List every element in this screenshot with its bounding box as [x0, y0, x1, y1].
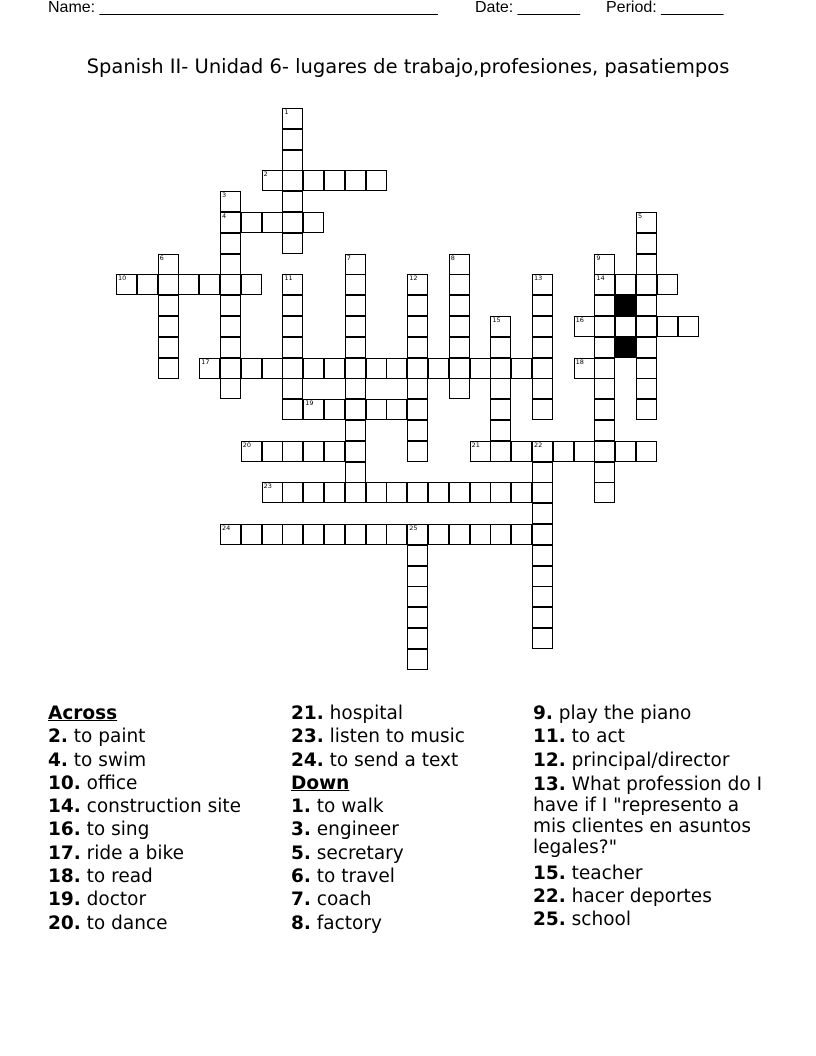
page-title: Spanish II- Unidad 6- lugares de trabajo,profesiones, pasatiempos	[86, 55, 730, 78]
crossword-cell[interactable]	[303, 524, 324, 545]
crossword-cell[interactable]	[158, 358, 179, 379]
crossword-cell[interactable]	[220, 233, 241, 254]
crossword-cell[interactable]	[407, 316, 428, 337]
crossword-cell[interactable]	[678, 316, 699, 337]
clue-text: to act	[565, 726, 625, 748]
clue-text: to travel	[310, 866, 395, 888]
clue-number: 21.	[291, 703, 324, 724]
clue-item	[48, 842, 241, 865]
clue-number-label: 19	[305, 399, 314, 408]
crossword-cell[interactable]	[532, 566, 553, 587]
clue-text: secretary	[310, 842, 404, 864]
crossword-cell[interactable]	[262, 212, 283, 233]
crossword-cell[interactable]	[407, 274, 428, 295]
crossword-cell[interactable]	[324, 482, 345, 503]
clue-number: 10.	[48, 772, 81, 794]
down-heading: Down	[291, 772, 350, 794]
crossword-cell[interactable]	[345, 399, 366, 420]
crossword-cell[interactable]	[636, 441, 657, 462]
clue-item	[48, 749, 241, 772]
clue-number-label: 6	[159, 253, 164, 262]
crossword-cell[interactable]	[407, 399, 428, 420]
clue-number: 7.	[291, 889, 311, 911]
crossword-cell[interactable]	[345, 524, 366, 545]
clue-number-label: 8	[450, 253, 455, 262]
clue-number: 2.	[48, 726, 68, 748]
crossword-cell[interactable]	[262, 358, 283, 379]
crossword-cell[interactable]	[345, 337, 366, 358]
crossword-cell[interactable]	[345, 462, 366, 483]
clue-item	[48, 888, 241, 911]
crossword-cell[interactable]	[282, 358, 303, 379]
crossword-cell[interactable]	[345, 295, 366, 316]
clue-text: hacer deportes	[565, 886, 712, 908]
crossword-cell[interactable]	[636, 295, 657, 316]
blocked-square	[615, 337, 636, 358]
crossword-cell[interactable]	[636, 378, 657, 399]
clue-number-label: 17	[201, 357, 210, 366]
clue-item	[291, 865, 465, 888]
crossword-cell[interactable]	[282, 482, 303, 503]
across-heading: Across	[48, 703, 118, 724]
crossword-cell[interactable]	[407, 420, 428, 441]
crossword-cell[interactable]	[470, 441, 491, 462]
clue-item	[48, 772, 241, 795]
crossword-cell[interactable]	[532, 358, 553, 379]
crossword-cell[interactable]	[532, 545, 553, 566]
crossword-cell[interactable]	[386, 482, 407, 503]
clue-text: coach	[310, 889, 372, 911]
clue-item	[533, 885, 765, 908]
crossword-cell[interactable]	[345, 420, 366, 441]
clue-text: doctor	[80, 889, 147, 911]
crossword-cell[interactable]	[532, 524, 553, 545]
crossword-cell[interactable]	[407, 441, 428, 462]
crossword-cell[interactable]	[345, 274, 366, 295]
crossword-cell[interactable]	[449, 482, 470, 503]
clue-item	[291, 818, 465, 841]
clue-item	[48, 912, 241, 935]
crossword-cell[interactable]	[532, 337, 553, 358]
crossword-cell[interactable]	[282, 337, 303, 358]
clue-number-label: 11	[284, 274, 293, 283]
clue-number-label: 14	[596, 274, 605, 283]
crossword-cell[interactable]	[137, 274, 158, 295]
crossword-cell[interactable]	[262, 441, 283, 462]
date-field-label: Date: _______	[475, 0, 580, 16]
crossword-cell[interactable]	[158, 337, 179, 358]
clue-number: 15.	[533, 862, 566, 884]
clue-item	[48, 795, 241, 818]
clue-number: 13.	[533, 773, 566, 795]
crossword-cell[interactable]	[615, 441, 636, 462]
crossword-cell[interactable]	[345, 358, 366, 379]
clue-number: 25.	[533, 909, 566, 931]
crossword-cell[interactable]	[262, 524, 283, 545]
crossword-cell[interactable]	[407, 628, 428, 649]
crossword-cell[interactable]	[490, 482, 511, 503]
crossword-cell[interactable]	[532, 482, 553, 503]
crossword-cell[interactable]	[303, 399, 324, 420]
clue-number: 16.	[48, 819, 81, 841]
clue-text: listen to music	[323, 726, 465, 748]
crossword-cell[interactable]	[407, 337, 428, 358]
clue-item	[291, 749, 465, 772]
crossword-cell[interactable]	[220, 254, 241, 275]
crossword-cell[interactable]	[574, 316, 595, 337]
crossword-cell[interactable]	[324, 170, 345, 191]
crossword-cell[interactable]	[407, 566, 428, 587]
crossword-cell[interactable]	[470, 524, 491, 545]
clue-number-label: 24	[222, 524, 231, 532]
crossword-cell[interactable]	[282, 399, 303, 420]
crossword-cell[interactable]	[532, 462, 553, 483]
clue-text: to swim	[67, 749, 147, 771]
crossword-cell[interactable]	[407, 649, 428, 670]
clue-number-label: 16	[575, 316, 584, 324]
crossword-cell[interactable]	[553, 441, 574, 462]
clue-item	[533, 725, 765, 748]
clue-number: 24.	[291, 749, 324, 771]
crossword-cell[interactable]	[282, 378, 303, 399]
clue-text: What profession do I have if I "represento a mis clientes en asuntos legales?"	[533, 773, 763, 858]
clue-number-label: 13	[534, 274, 543, 283]
clue-item	[291, 702, 465, 725]
clue-text: to walk	[310, 796, 384, 818]
crossword-cell[interactable]	[532, 586, 553, 607]
clue-item	[533, 749, 765, 772]
clue-text: ride a bike	[80, 842, 184, 864]
crossword-cell[interactable]	[615, 274, 636, 295]
crossword-cell[interactable]	[449, 295, 470, 316]
clue-number: 22.	[533, 886, 566, 908]
crossword-cell[interactable]	[636, 254, 657, 275]
crossword-cell[interactable]	[594, 378, 615, 399]
crossword-cell[interactable]	[532, 628, 553, 649]
clue-text: to dance	[80, 912, 168, 934]
crossword-cell[interactable]	[366, 170, 387, 191]
crossword-cell[interactable]	[324, 524, 345, 545]
crossword-cell[interactable]	[511, 441, 532, 462]
crossword-cell[interactable]	[490, 358, 511, 379]
crossword-cell[interactable]	[532, 503, 553, 524]
clue-number: 6.	[291, 866, 311, 888]
clue-item	[533, 774, 765, 858]
crossword-cell[interactable]	[220, 274, 241, 295]
crossword-cell[interactable]	[158, 295, 179, 316]
crossword-cell[interactable]	[158, 254, 179, 275]
crossword-cell[interactable]	[282, 295, 303, 316]
crossword-cell[interactable]	[199, 274, 220, 295]
clue-item	[291, 888, 465, 911]
crossword-cell[interactable]	[636, 274, 657, 295]
clue-number: 18.	[48, 866, 81, 888]
clue-text: factory	[310, 912, 382, 934]
clue-text: school	[565, 909, 631, 931]
clue-text: engineer	[310, 819, 399, 841]
clue-number: 3.	[291, 819, 311, 841]
clue-number: 17.	[48, 842, 81, 864]
crossword-cell[interactable]	[636, 337, 657, 358]
clue-number: 5.	[291, 842, 311, 864]
clues-column-1	[48, 702, 241, 935]
clue-number: 8.	[291, 912, 311, 934]
crossword-cell[interactable]	[449, 316, 470, 337]
clue-number-label: 15	[492, 316, 501, 324]
crossword-cell[interactable]	[178, 274, 199, 295]
crossword-cell[interactable]	[428, 524, 449, 545]
clue-item	[291, 795, 465, 818]
crossword-cell[interactable]	[511, 482, 532, 503]
crossword-cell[interactable]	[262, 482, 283, 503]
crossword-cell[interactable]	[490, 420, 511, 441]
crossword-cell[interactable]	[490, 378, 511, 399]
crossword-cell[interactable]	[449, 337, 470, 358]
blocked-square	[615, 295, 636, 316]
clue-text: office	[80, 772, 138, 794]
crossword-cell[interactable]	[366, 399, 387, 420]
clue-number-label: 21	[471, 440, 480, 449]
clue-item	[48, 865, 241, 888]
crossword-cell[interactable]	[220, 358, 241, 379]
clue-number: 14.	[48, 796, 81, 818]
crossword-cell[interactable]	[220, 316, 241, 337]
clue-text: principal/director	[565, 749, 730, 771]
crossword-cell[interactable]	[220, 337, 241, 358]
crossword-cell[interactable]	[636, 233, 657, 254]
crossword-cell[interactable]	[490, 524, 511, 545]
crossword-cell[interactable]	[449, 274, 470, 295]
crossword-cell[interactable]	[282, 524, 303, 545]
crossword-cell[interactable]	[574, 441, 595, 462]
crossword-cell[interactable]	[636, 212, 657, 233]
clue-number-label: 20	[242, 440, 252, 449]
clue-number-label: 4	[222, 212, 227, 220]
crossword-cell[interactable]	[386, 524, 407, 545]
crossword-cell[interactable]	[366, 358, 387, 379]
clue-item	[291, 725, 465, 748]
clue-number-label: 7	[346, 253, 351, 262]
crossword-cell[interactable]	[594, 358, 615, 379]
clue-number-label: 25	[409, 524, 418, 532]
crossword-cell[interactable]	[345, 316, 366, 337]
crossword-cell[interactable]	[490, 399, 511, 420]
crossword-cell[interactable]	[345, 482, 366, 503]
crossword-cell[interactable]	[366, 482, 387, 503]
clue-number: 11.	[533, 726, 566, 748]
crossword-cell[interactable]	[262, 170, 283, 191]
crossword-cell[interactable]	[407, 524, 428, 545]
clue-number: 19.	[48, 889, 81, 911]
clue-number: 20.	[48, 912, 81, 934]
clue-item	[291, 842, 465, 865]
crossword-cell[interactable]	[282, 441, 303, 462]
crossword-cell[interactable]	[241, 274, 262, 295]
crossword-cell[interactable]	[532, 607, 553, 628]
crossword-cell[interactable]	[511, 524, 532, 545]
clue-text: play the piano	[552, 703, 692, 724]
crossword-cell[interactable]	[303, 212, 324, 233]
crossword-cell[interactable]	[303, 170, 324, 191]
crossword-cell[interactable]	[490, 441, 511, 462]
crossword-cell[interactable]	[282, 274, 303, 295]
crossword-cell[interactable]	[386, 399, 407, 420]
crossword-cell[interactable]	[407, 586, 428, 607]
crossword-cell[interactable]	[345, 254, 366, 275]
crossword-cell[interactable]	[366, 524, 387, 545]
crossword-cell[interactable]	[594, 254, 615, 275]
clue-text: to paint	[67, 726, 146, 748]
crossword-cell[interactable]	[532, 441, 553, 462]
crossword-cell[interactable]	[407, 482, 428, 503]
crossword-cell[interactable]	[241, 212, 262, 233]
crossword-cell[interactable]	[574, 358, 595, 379]
crossword-cell[interactable]	[407, 295, 428, 316]
crossword-cell[interactable]	[407, 378, 428, 399]
crossword-cell[interactable]	[303, 441, 324, 462]
crossword-cell[interactable]	[158, 316, 179, 337]
crossword-cell[interactable]	[241, 441, 262, 462]
crossword-cell[interactable]	[594, 420, 615, 441]
name-field-label: Name: ______________________________________	[48, 0, 438, 16]
crossword-cell[interactable]	[594, 337, 615, 358]
crossword-cell[interactable]	[594, 399, 615, 420]
crossword-cell[interactable]	[303, 358, 324, 379]
clue-item	[533, 862, 765, 885]
clue-item	[533, 908, 765, 931]
clue-text: to send a text	[323, 749, 459, 771]
clue-number-label: 10	[118, 274, 127, 283]
clue-number: 1.	[291, 796, 311, 818]
crossword-cell[interactable]	[303, 482, 324, 503]
crossword-cell[interactable]	[220, 295, 241, 316]
crossword-cell[interactable]	[282, 212, 303, 233]
crossword-cell[interactable]	[449, 378, 470, 399]
crossword-cell[interactable]	[158, 274, 179, 295]
crossword-cell[interactable]	[470, 358, 491, 379]
crossword-cell[interactable]	[636, 316, 657, 337]
crossword-cell[interactable]	[407, 545, 428, 566]
clue-text: to read	[80, 866, 153, 888]
crossword-cell[interactable]	[345, 441, 366, 462]
crossword-cell[interactable]	[532, 274, 553, 295]
crossword-cell[interactable]	[594, 295, 615, 316]
crossword-cell[interactable]	[241, 358, 262, 379]
crossword-cell[interactable]	[511, 358, 532, 379]
crossword-cell[interactable]	[324, 441, 345, 462]
crossword-cell[interactable]	[449, 254, 470, 275]
crossword-cell[interactable]	[324, 399, 345, 420]
clue-text: construction site	[80, 796, 242, 818]
crossword-cell[interactable]	[428, 358, 449, 379]
crossword-cell[interactable]	[220, 191, 241, 212]
crossword-cell[interactable]	[532, 399, 553, 420]
crossword-cell[interactable]	[594, 441, 615, 462]
clue-item	[291, 912, 465, 935]
crossword-cell[interactable]	[345, 170, 366, 191]
clues-column-3	[533, 702, 765, 932]
crossword-cell[interactable]	[449, 524, 470, 545]
crossword-cell[interactable]	[199, 358, 220, 379]
crossword-cell[interactable]	[220, 524, 241, 545]
clue-item	[48, 725, 241, 748]
clue-text: hospital	[323, 703, 403, 724]
clue-number-label: 5	[638, 212, 643, 220]
clue-number-label: 2	[263, 170, 268, 179]
crossword-cell[interactable]	[116, 274, 137, 295]
clue-number: 12.	[533, 749, 566, 771]
crossword-cell[interactable]	[282, 316, 303, 337]
clue-number: 23.	[291, 726, 324, 748]
crossword-cell[interactable]	[324, 358, 345, 379]
crossword-cell[interactable]	[490, 337, 511, 358]
clue-number-label: 3	[222, 191, 227, 200]
crossword-cell[interactable]	[241, 524, 262, 545]
clue-number-label: 9	[596, 253, 601, 262]
period-field-label: Period: _______	[606, 0, 724, 16]
crossword-cell[interactable]	[615, 316, 636, 337]
crossword-cell[interactable]	[532, 316, 553, 337]
crossword-cell[interactable]	[636, 358, 657, 379]
crossword-cell[interactable]	[220, 212, 241, 233]
crossword-cell[interactable]	[282, 150, 303, 171]
crossword-cell[interactable]	[282, 233, 303, 254]
crossword-cell[interactable]	[428, 482, 449, 503]
crossword-cell[interactable]	[407, 358, 428, 379]
crossword-cell[interactable]	[345, 378, 366, 399]
crossword-cell[interactable]	[636, 399, 657, 420]
crossword-cell[interactable]	[594, 316, 615, 337]
crossword-cell[interactable]	[594, 482, 615, 503]
crossword-cell[interactable]	[490, 316, 511, 337]
crossword-cell[interactable]	[220, 378, 241, 399]
crossword-cell[interactable]	[594, 274, 615, 295]
crossword-cell[interactable]	[657, 316, 678, 337]
clue-item	[533, 702, 765, 725]
clue-item	[48, 818, 241, 841]
crossword-cell[interactable]	[282, 129, 303, 150]
clue-number: 9.	[533, 703, 553, 724]
crossword-cell[interactable]	[282, 108, 303, 129]
clue-text: teacher	[565, 862, 643, 884]
clue-number-label: 12	[409, 274, 418, 283]
crossword-cell[interactable]	[407, 607, 428, 628]
crossword-cell[interactable]	[532, 295, 553, 316]
crossword-cell[interactable]	[657, 274, 678, 295]
crossword-cell[interactable]	[449, 358, 470, 379]
crossword-cell[interactable]	[594, 462, 615, 483]
clue-number: 4.	[48, 749, 68, 771]
clue-number-label: 22	[534, 440, 543, 449]
clues-column-2	[291, 702, 465, 935]
clue-number-label: 1	[284, 108, 289, 116]
crossword-cell[interactable]	[282, 170, 303, 191]
crossword-cell[interactable]	[470, 482, 491, 503]
crossword-cell[interactable]	[532, 378, 553, 399]
clue-number-label: 23	[263, 482, 272, 491]
clue-number-label: 18	[575, 357, 584, 366]
crossword-cell[interactable]	[386, 358, 407, 379]
clue-text: to sing	[80, 819, 150, 841]
crossword-cell[interactable]	[282, 191, 303, 212]
